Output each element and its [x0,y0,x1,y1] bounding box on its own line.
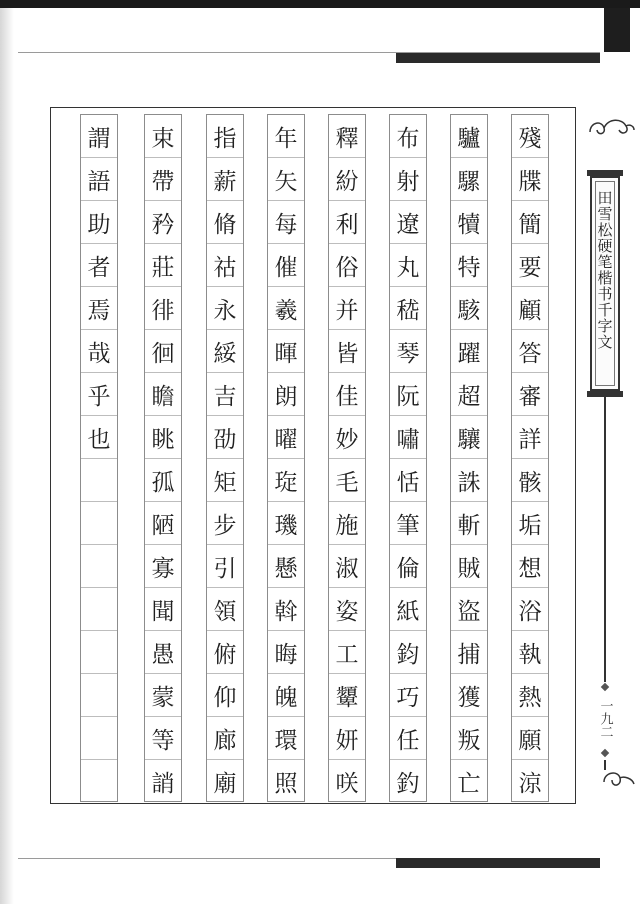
character-cell [81,760,117,803]
cloud-scroll-ornament [586,112,636,144]
character-cell: 矢 [268,158,304,201]
character-cell: 年 [268,115,304,158]
character-cell: 紙 [390,588,426,631]
character-cell: 佳 [329,373,365,416]
text-column [267,114,305,802]
character-cell: 照 [274,771,298,797]
text-column [80,114,118,802]
character-cell: 矩 [207,459,243,502]
character-cell [81,545,117,588]
character-cell: 催 [268,244,304,287]
corner-tab [604,8,630,52]
character-cell: 牒 [512,158,548,201]
character-cell: 淑 [329,545,365,588]
book-spine-shadow [0,8,14,904]
character-cell: 亡 [457,771,481,797]
character-cell: 永 [207,287,243,330]
character-cell: 眺 [145,416,181,459]
character-cell: 束 [145,115,181,158]
character-cell: 要 [512,244,548,287]
character-cell: 哉 [81,330,117,373]
character-cell: 仰 [207,674,243,717]
character-cell: 妍 [329,717,365,760]
character-cell: 陋 [145,502,181,545]
character-cell: 矜 [145,201,181,244]
character-cell: 脩 [207,201,243,244]
character-cell: 筆 [390,502,426,545]
diamond-ornament-bottom [601,749,609,757]
character-cell: 助 [81,201,117,244]
character-cell: 布 [390,115,426,158]
top-band [396,53,600,63]
character-cell [81,717,117,760]
character-cell [81,588,117,631]
text-column [511,114,549,802]
character-cell: 羲 [268,287,304,330]
character-cell: 施 [329,502,365,545]
character-cell: 叛 [451,717,487,760]
character-cell: 駭 [451,287,487,330]
character-cell: 等 [145,717,181,760]
character-cell: 顰 [329,674,365,717]
character-cell: 任 [390,717,426,760]
character-cell: 毛 [329,459,365,502]
text-column [328,114,366,802]
character-cell: 賊 [451,545,487,588]
character-cell: 釣 [396,771,420,797]
character-cell: 引 [207,545,243,588]
character-cell: 工 [329,631,365,674]
character-cell: 願 [512,717,548,760]
character-cell: 射 [390,158,426,201]
character-cell: 焉 [81,287,117,330]
bottom-band [396,858,600,868]
text-column [450,114,488,802]
character-cell: 并 [329,287,365,330]
book-title: 田雪松硬笔楷书千字文 [595,190,614,350]
character-cell: 審 [512,373,548,416]
character-cell: 蒙 [145,674,181,717]
character-cell: 綏 [207,330,243,373]
character-cell: 瞻 [145,373,181,416]
character-cell: 阮 [390,373,426,416]
character-cell: 嵇 [390,287,426,330]
character-cell: 遼 [390,201,426,244]
character-cell: 倫 [390,545,426,588]
character-cell: 帶 [145,158,181,201]
character-cell: 浴 [512,588,548,631]
character-cell: 姿 [329,588,365,631]
character-cell: 丸 [390,244,426,287]
character-cell: 利 [329,201,365,244]
character-cell: 晦 [268,631,304,674]
character-cell: 熱 [512,674,548,717]
character-cell: 每 [268,201,304,244]
margin-line-upper [604,397,606,682]
character-cell: 想 [512,545,548,588]
character-cell: 垢 [512,502,548,545]
page-number: 一九二 [597,698,613,738]
character-cell: 環 [268,717,304,760]
character-cell: 犢 [451,201,487,244]
text-column [206,114,244,802]
character-cell [81,631,117,674]
character-cell: 答 [512,330,548,373]
curl-ornament [598,758,638,798]
character-cell: 懸 [268,545,304,588]
character-cell: 領 [207,588,243,631]
character-cell: 指 [207,115,243,158]
character-cell: 暉 [268,330,304,373]
character-cell: 騾 [451,158,487,201]
character-cell: 誅 [451,459,487,502]
character-cell: 嘯 [390,416,426,459]
character-cell: 寡 [145,545,181,588]
character-cell: 詳 [512,416,548,459]
character-cell: 咲 [335,771,359,797]
character-cell: 廟 [213,771,237,797]
character-cell [81,674,117,717]
top-edge-bar [0,0,640,8]
character-cell: 顧 [512,287,548,330]
character-cell: 祜 [207,244,243,287]
character-cell [81,502,117,545]
character-cell: 殘 [512,115,548,158]
character-cell: 恬 [390,459,426,502]
character-cell: 驤 [451,416,487,459]
character-cell: 曜 [268,416,304,459]
character-cell: 魄 [268,674,304,717]
character-cell: 愚 [145,631,181,674]
character-cell: 劭 [207,416,243,459]
character-cell: 琁 [268,459,304,502]
character-cell: 徘 [145,287,181,330]
character-cell: 獲 [451,674,487,717]
book-title-box [590,176,620,391]
character-cell: 妙 [329,416,365,459]
character-cell: 巧 [390,674,426,717]
character-cell: 薪 [207,158,243,201]
character-cell: 誚 [151,771,175,797]
character-cell: 特 [451,244,487,287]
character-cell: 步 [207,502,243,545]
character-cell: 語 [81,158,117,201]
character-cell: 也 [81,416,117,459]
character-cell: 璣 [268,502,304,545]
character-cell: 捕 [451,631,487,674]
character-cell: 釋 [329,115,365,158]
text-column [144,114,182,802]
character-cell: 皆 [329,330,365,373]
character-cell: 莊 [145,244,181,287]
character-cell: 躍 [451,330,487,373]
character-cell: 孤 [145,459,181,502]
character-cell: 聞 [145,588,181,631]
character-cell: 執 [512,631,548,674]
character-cell: 廊 [207,717,243,760]
character-cell: 斬 [451,502,487,545]
character-cell: 鈞 [390,631,426,674]
character-cell: 盜 [451,588,487,631]
character-cell: 超 [451,373,487,416]
character-cell: 紛 [329,158,365,201]
character-cell: 俯 [207,631,243,674]
character-cell: 吉 [207,373,243,416]
character-cell: 斡 [268,588,304,631]
character-cell: 謂 [81,115,117,158]
character-cell: 驢 [451,115,487,158]
character-cell: 琴 [390,330,426,373]
character-cell: 骸 [512,459,548,502]
character-cell: 徊 [145,330,181,373]
character-cell: 簡 [512,201,548,244]
character-cell: 者 [81,244,117,287]
character-cell [81,459,117,502]
character-cell: 乎 [81,373,117,416]
character-cell: 涼 [518,771,542,797]
character-cell: 朗 [268,373,304,416]
practice-grid-frame [50,107,576,804]
character-cell: 俗 [329,244,365,287]
text-column [389,114,427,802]
